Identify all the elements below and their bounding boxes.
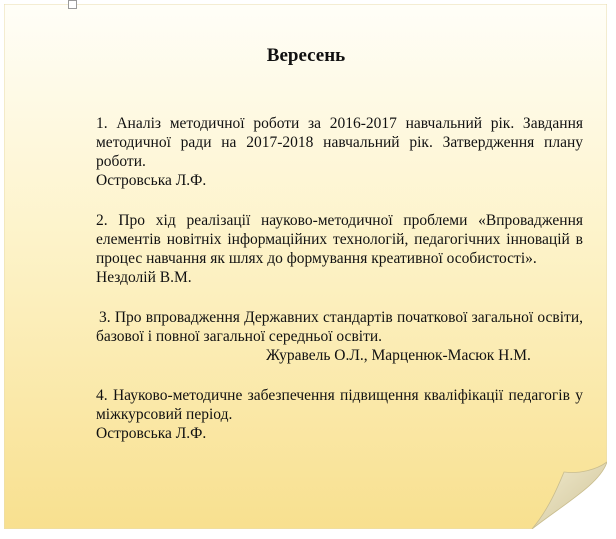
agenda-item-author: Нездолій В.М. [96,269,192,286]
agenda-item-text: 1. Аналіз методичної роботи за 2016-2017 навчальний рік. Завдання методичної ради на 2017-2018 навчальний рік. Затвердження плану роботи. [96,115,583,170]
agenda-item-text: 2. Про хід реалізації науково-методичної проблеми «Впровадження елементів новітніх інформаційних технологій, педагогічних інновацій в процес навчання як шлях до формування креативної особистості». [96,212,583,267]
agenda-item-text: 3. Про впровадження Державних стандартів початкової загальної освіти, базової і повної загальної середньої освіти. [96,309,583,345]
page-title: Вересень [266,45,346,66]
agenda-item-text: 4. Науково-методичне забезпечення підвищення кваліфікації педагогів у міжкурсовий період. [96,387,583,423]
agenda-item [96,114,583,190]
agenda-item-author: Островська Л.Ф. [96,172,207,189]
sticky-note [4,4,607,529]
agenda-item-author: Островська Л.Ф. [96,425,207,442]
resize-handle[interactable] [68,0,77,9]
agenda-item [96,211,583,287]
agenda-list [96,114,583,464]
agenda-item [96,386,583,443]
agenda-item-author: Журавель О.Л., Марценюк-Масюк Н.М. [266,347,531,364]
agenda-item [96,308,583,365]
